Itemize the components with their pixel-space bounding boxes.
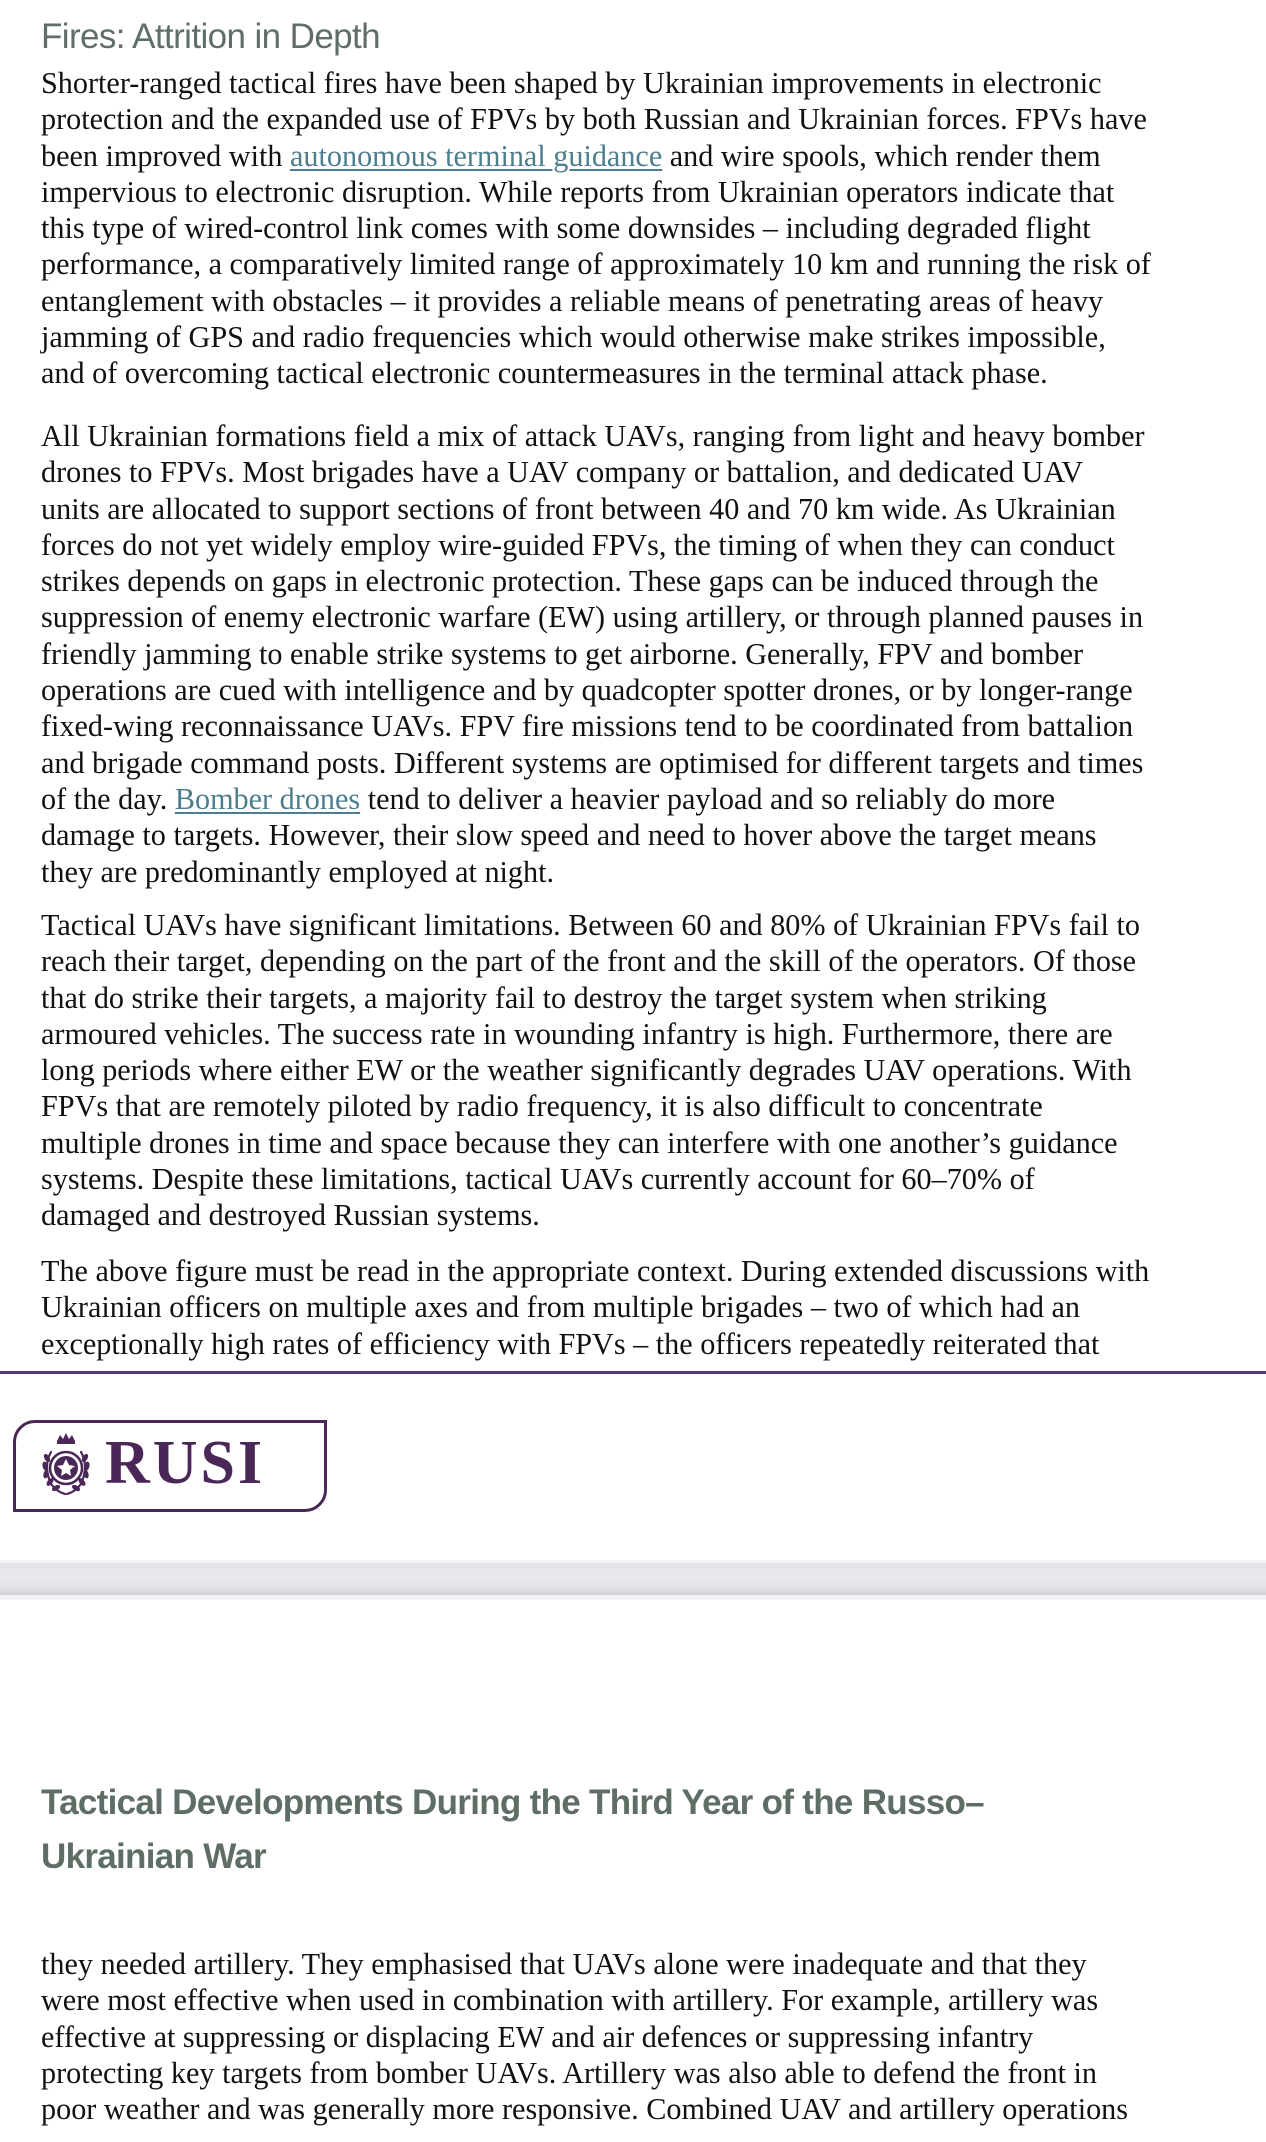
text-line: friendly jamming to enable strike systems to get airborne. Generally, FPV and bomber xyxy=(41,636,1084,671)
text-line: and brigade command posts. Different systems are optimised for different targets and times xyxy=(41,745,1144,780)
page-separator-bar xyxy=(0,1563,1266,1595)
text-line: reach their target, depending on the part of the front and the skill of the operators. Of those xyxy=(41,944,1137,979)
link-bomber-drones[interactable]: Bomber drones xyxy=(174,781,361,816)
text-segment: and wire spools, which render them xyxy=(662,138,1101,173)
text-line: entanglement with obstacles – it provides a reliable means of penetrating areas of heavy xyxy=(41,283,1104,318)
logo-wordmark: RUSI xyxy=(105,1429,266,1497)
text-line: this type of wired-control link comes with some downsides – including degraded flight xyxy=(41,211,1091,246)
text-line xyxy=(41,138,1151,174)
text-line: The above figure must be read in the appropriate context. During extended discussions with xyxy=(41,1254,1150,1288)
text-line: impervious to electronic disruption. While reports from Ukrainian operators indicate that xyxy=(41,174,1115,209)
text-line: Tactical UAVs have significant limitations. Between 60 and 80% of Ukrainian FPVs fail to xyxy=(41,908,1140,942)
link-autonomous-terminal-guidance[interactable]: autonomous terminal guidance xyxy=(290,138,663,173)
text-line: Ukrainian officers on multiple axes and from multiple brigades – two of which had an xyxy=(41,1290,1080,1325)
text-line: they are predominantly employed at night. xyxy=(41,854,555,889)
text-line: protecting key targets from bomber UAVs. Artillery was also able to defend the front in xyxy=(41,2055,1098,2090)
heading-line: Ukrainian War xyxy=(41,1837,266,1876)
text-line: protection and the expanded use of FPVs by both Russian and Ukrainian forces. FPVs have xyxy=(41,102,1147,137)
text-line: All Ukrainian formations field a mix of attack UAVs, ranging from light and heavy bomber xyxy=(41,419,1145,453)
text-line: poor weather and was generally more responsive. Combined UAV and artillery operations xyxy=(41,2092,1129,2127)
crest-icon xyxy=(35,1432,97,1498)
section-heading-fires: Fires: Attrition in Depth xyxy=(41,17,381,56)
text-line: FPVs that are remotely piloted by radio frequency, it is also difficult to concentrate xyxy=(41,1089,1043,1124)
text-line: that do strike their targets, a majority fail to destroy the target system when striking xyxy=(41,980,1047,1015)
text-segment: been improved with xyxy=(41,138,290,173)
text-line: were most effective when used in combination with artillery. For example, artillery was xyxy=(41,1983,1099,2018)
text-segment: tend to deliver a heavier payload and so reliably do more xyxy=(360,781,1056,816)
text-line: damaged and destroyed Russian systems. xyxy=(41,1198,540,1233)
text-line: Shorter-ranged tactical fires have been shaped by Ukrainian improvements in electronic xyxy=(41,66,1102,100)
paragraph-formations xyxy=(41,418,1145,890)
text-line: fixed-wing reconnaissance UAVs. FPV fire missions tend to be coordinated from battalion xyxy=(41,709,1134,744)
text-line: long periods where either EW or the weather significantly degrades UAV operations. With xyxy=(41,1053,1132,1088)
text-line: damage to targets. However, their slow speed and need to hover above the target means xyxy=(41,818,1097,853)
text-line: drones to FPVs. Most brigades have a UAV company or battalion, and dedicated UAV xyxy=(41,455,1084,490)
text-line: they needed artillery. They emphasised that UAVs alone were inadequate and that they xyxy=(41,1947,1087,1981)
text-line: jamming of GPS and radio frequencies which would otherwise make strikes impossible, xyxy=(41,320,1106,355)
paragraph-limitations xyxy=(41,907,1140,1234)
text-line: armoured vehicles. The success rate in wounding infantry is high. Furthermore, there are xyxy=(41,1016,1113,1051)
text-line: forces do not yet widely employ wire-guided FPVs, the timing of when they can conduct xyxy=(41,527,1115,562)
text-line: operations are cued with intelligence and by quadcopter spotter drones, or by longer-range xyxy=(41,673,1133,708)
paragraph-context xyxy=(41,1253,1149,1362)
text-line: suppression of enemy electronic warfare (EW) using artillery, or through planned pauses in xyxy=(41,600,1144,635)
text-segment: of the day. xyxy=(41,781,175,816)
text-line xyxy=(41,781,1145,817)
page-separator xyxy=(0,1560,1266,1600)
rusi-logo xyxy=(13,1420,327,1512)
footer-divider xyxy=(0,1371,1266,1374)
text-line: performance, a comparatively limited range of approximately 10 km and running the risk of xyxy=(41,247,1151,282)
text-line: systems. Despite these limitations, tactical UAVs currently account for 60–70% of xyxy=(41,1162,1035,1197)
heading-line: Tactical Developments During the Third Year of the Russo– xyxy=(41,1783,984,1822)
running-header-report-title xyxy=(41,1776,984,1884)
text-line: strikes depends on gaps in electronic protection. These gaps can be induced through the xyxy=(41,564,1099,599)
paragraph-fires-intro xyxy=(41,65,1151,392)
text-line: effective at suppressing or displacing EW and air defences or suppressing infantry xyxy=(41,2019,1034,2054)
text-line: and of overcoming tactical electronic countermeasures in the terminal attack phase. xyxy=(41,356,1048,391)
text-line: units are allocated to support sections of front between 40 and 70 km wide. As Ukrainian xyxy=(41,491,1116,526)
text-line: exceptionally high rates of efficiency with FPVs – the officers repeatedly reiterated that xyxy=(41,1326,1100,1361)
paragraph-artillery xyxy=(41,1946,1128,2127)
text-line: multiple drones in time and space because they can interfere with one another’s guidance xyxy=(41,1125,1118,1160)
